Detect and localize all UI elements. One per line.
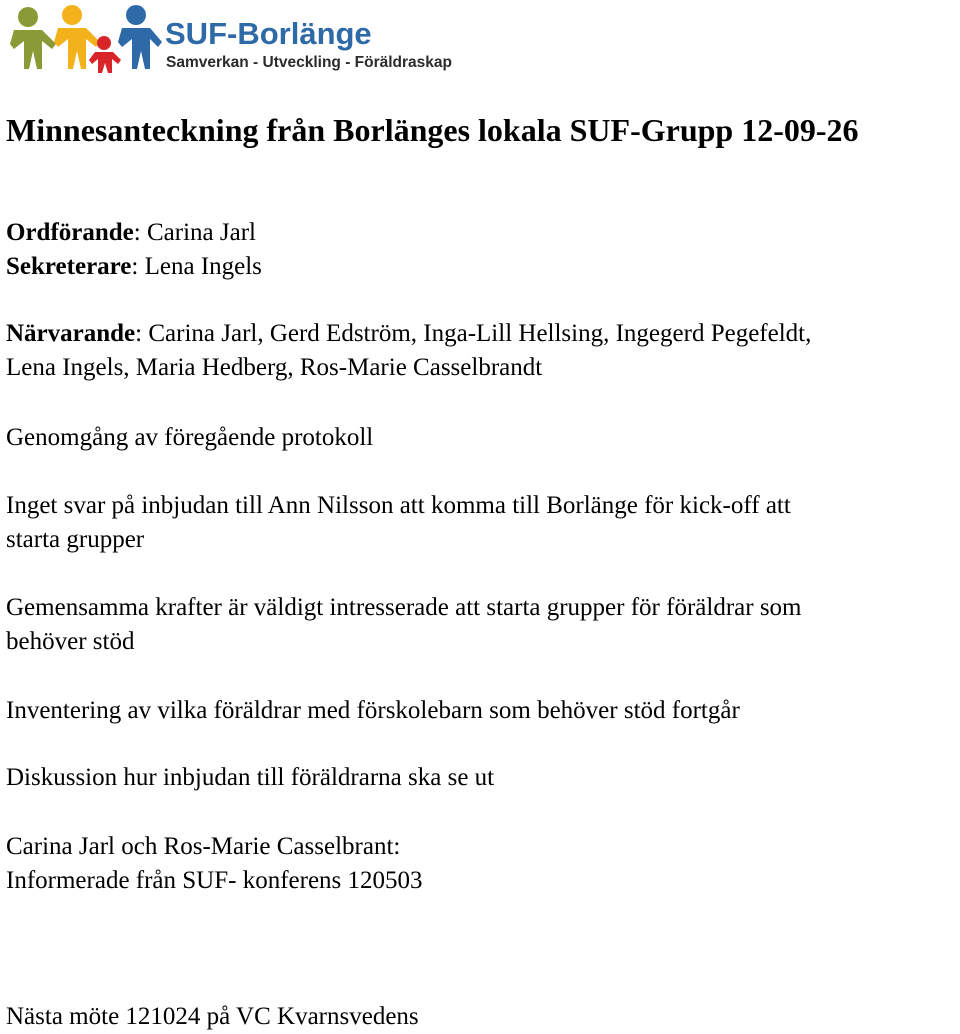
item-invitation-line-2: starta grupper (6, 526, 145, 553)
figure-green-icon (10, 7, 56, 69)
figure-blue-icon (118, 5, 162, 69)
present-label: Närvarande (6, 320, 136, 347)
item-inventory: Inventering av vilka föräldrar med förskolebarn som behöver stöd fortgår (6, 697, 740, 724)
item-joint-forces-line-1: Gemensamma krafter är väldigt intresserade att starta grupper för föräldrar som (6, 594, 802, 621)
item-discussion: Diskussion hur inbjudan till föräldrarna ska se ut (6, 764, 495, 791)
chair-label: Ordförande (6, 219, 134, 246)
item-conference-line-2: Informerade från SUF- konferens 120503 (6, 867, 423, 894)
suf-logo (4, 2, 474, 78)
chair-line (6, 216, 256, 250)
secretary-label: Sekreterare (6, 253, 132, 280)
secretary-value: : Lena Ingels (131, 253, 262, 280)
present-line-1 (6, 317, 811, 351)
next-meeting: Nästa möte 121024 på VC Kvarnsvedens (6, 1003, 419, 1030)
logo-title: SUF-Borlänge (165, 16, 372, 51)
secretary-line (6, 250, 262, 284)
family-figures-icon (4, 2, 164, 78)
present-line-2: Lena Ingels, Maria Hedberg, Ros-Marie Casselbrandt (6, 354, 543, 381)
item-invitation-line-1: Inget svar på inbjudan till Ann Nilsson att komma till Borlänge för kick-off att (6, 492, 791, 519)
item-joint-forces-line-2: behöver stöd (6, 628, 135, 655)
chair-value: : Carina Jarl (133, 219, 256, 246)
logo-subtitle: Samverkan - Utveckling - Föräldraskap (166, 54, 453, 71)
item-conference-line-1: Carina Jarl och Ros-Marie Casselbrant: (6, 833, 401, 860)
item-review-protocol: Genomgång av föregående protokoll (6, 424, 374, 451)
document-title: Minnesanteckning från Borlänges lokala SUF-Grupp 12-09-26 (6, 112, 859, 148)
present-value-1: : Carina Jarl, Gerd Edström, Inga-Lill Hellsing, Ingegerd Pegefeldt, (135, 320, 812, 347)
